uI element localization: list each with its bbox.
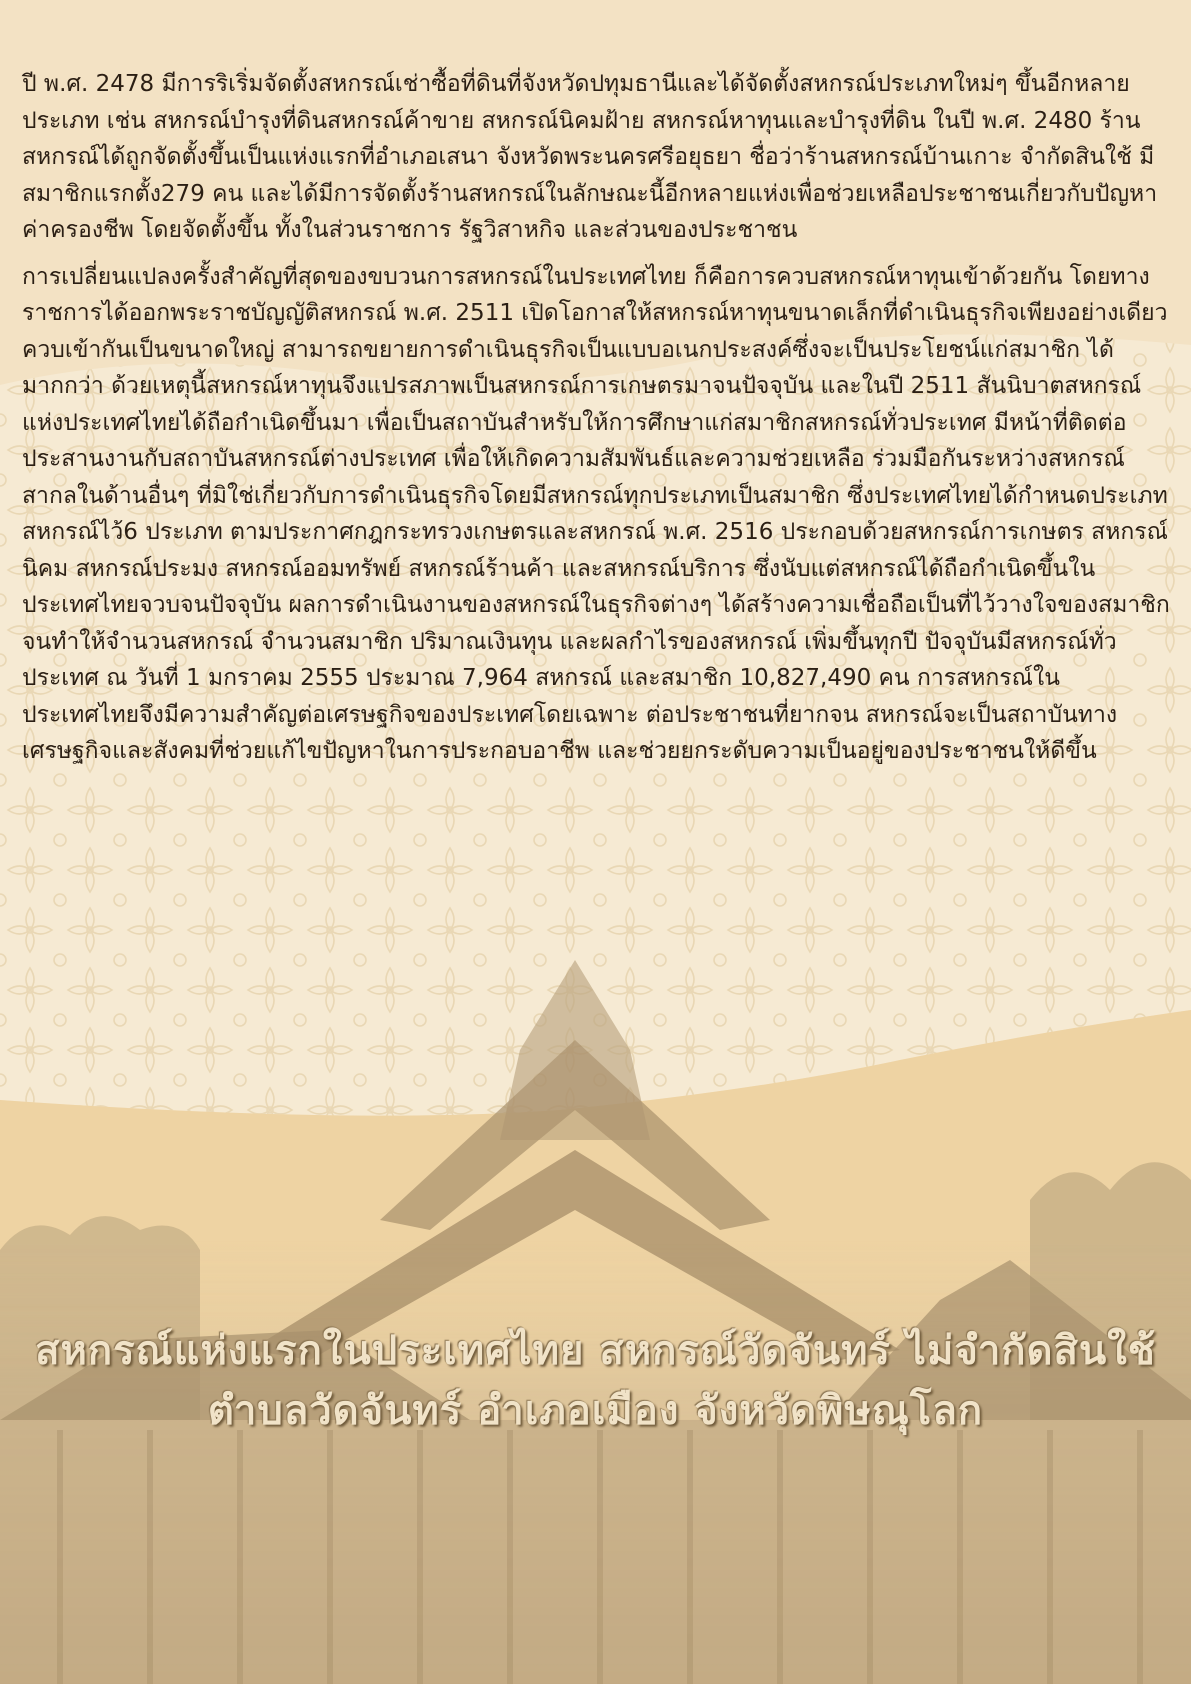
photo-caption-line-1: สหกรณ์แห่งแรกในประเทศไทย สหกรณ์วัดจันทร์ ไม่จำกัดสินใช้ xyxy=(35,1328,1156,1374)
article-paragraph-1: ปี พ.ศ. 2478 มีการริเริ่มจัดตั้งสหกรณ์เช่าซื้อที่ดินที่จังหวัดปทุมธานีและได้จัดตั้งสหกรณ์ประเภทใหม่ๆ ขึ้นอีกหลายประเภท เช่น สหกรณ์บำรุงที่ดินสหกรณ์ค้าขาย สหกรณ์นิคมฝ้าย สหกรณ์หาทุนและบำรุงที่ดิน ในปี พ.ศ. 2480 ร้านสหกรณ์ได้ถูกจัดตั้งขึ้นเป็นแห่งแรกที่อำเภอเสนา จังหวัดพระนครศรีอยุธยา ชื่อว่าร้านสหกรณ์บ้านเกาะ จำกัดสินใช้ มีสมาชิกแรกตั้ง279 คน และได้มีการจัดตั้งร้านสหกรณ์ในลักษณะนี้อีกหลายแห่งเพื่อช่วยเหลือประชาชนเกี่ยวกับปัญหาค่าครองชีพ โดยจัดตั้งขึ้น ทั้งในส่วนราชการ รัฐวิสาหกิจ และส่วนของประชาชน xyxy=(22,71,1158,243)
photo-caption-line-2: ตำบลวัดจันทร์ อำเภอเมือง จังหวัดพิษณุโลก xyxy=(207,1388,984,1434)
article-paragraph-2: การเปลี่ยนแปลงครั้งสำคัญที่สุดของขบวนการสหกรณ์ในประเทศไทย ก็คือการควบสหกรณ์หาทุนเข้าด้วยกัน โดยทางราชการได้ออกพระราชบัญญัติสหกรณ์ พ.ศ. 2511 เปิดโอกาสให้สหกรณ์หาทุนขนาดเล็กที่ดำเนินธุรกิจเพียงอย่างเดียวควบเข้ากันเป็นขนาดใหญ่ สามารถขยายการดำเนินธุรกิจเป็นแบบอเนกประสงค์ซึ่งจะเป็นประโยชน์แก่สมาชิก ได้มากกว่า ด้วยเหตุนี้สหกรณ์หาทุนจึงแปรสภาพเป็นสหกรณ์การเกษตรมาจนปัจจุบัน และในปี 2511 สันนิบาตสหกรณ์แห่งประเทศไทยได้ถือกำเนิดขึ้นมา เพื่อเป็นสถาบันสำหรับให้การศึกษาแก่สมาชิกสหกรณ์ทั่วประเทศ มีหน้าที่ติดต่อประสานงานกับสถาบันสหกรณ์ต่างประเทศ เพื่อให้เกิดความสัมพันธ์และความช่วยเหลือ ร่วมมือกันระหว่างสหกรณ์สากลในด้านอื่นๆ ที่มิใช่เกี่ยวกับการดำเนินธุรกิจโดยมีสหกรณ์ทุกประเภทเป็นสมาชิก ซึ่งประเทศไทยได้กำหนดประเภทสหกรณ์ไว้6 ประเภท ตามประกาศกฎกระทรวงเกษตรและสหกรณ์ พ.ศ. 2516 ประกอบด้วยสหกรณ์การเกษตร สหกรณ์นิคม สหกรณ์ประมง สหกรณ์ออมทรัพย์ สหกรณ์ร้านค้า และสหกรณ์บริการ ซึ่งนับแต่สหกรณ์ได้ถือกำเนิดขึ้นในประเทศไทยจวบจนปัจจุบัน ผลการดำเนินงานของสหกรณ์ในธุรกิจต่างๆ ได้สร้างความเชื่อถือเป็นที่ไว้วางใจของสมาชิกจนทำให้จำนวนสหกรณ์ จำนวนสมาชิก ปริมาณเงินทุน และผลกำไรของสหกรณ์ เพิ่มขึ้นทุกปี ปัจจุบันมีสหกรณ์ทั่วประเทศ ณ วันที่ 1 มกราคม 2555 ประมาณ 7,964 สหกรณ์ และสมาชิก 10,827,490 คน การสหกรณ์ในประเทศไทยจึงมีความสำคัญต่อเศรษฐกิจของประเทศโดยเฉพาะ ต่อประชาชนที่ยากจน สหกรณ์จะเป็นสถาบันทางเศรษฐกิจและสังคมที่ช่วยแก้ไขปัญหาในการประกอบอาชีพ และช่วยยกระดับความเป็นอยู่ของประชาชนให้ดีขึ้น xyxy=(22,263,1170,764)
article-body xyxy=(22,66,1172,780)
